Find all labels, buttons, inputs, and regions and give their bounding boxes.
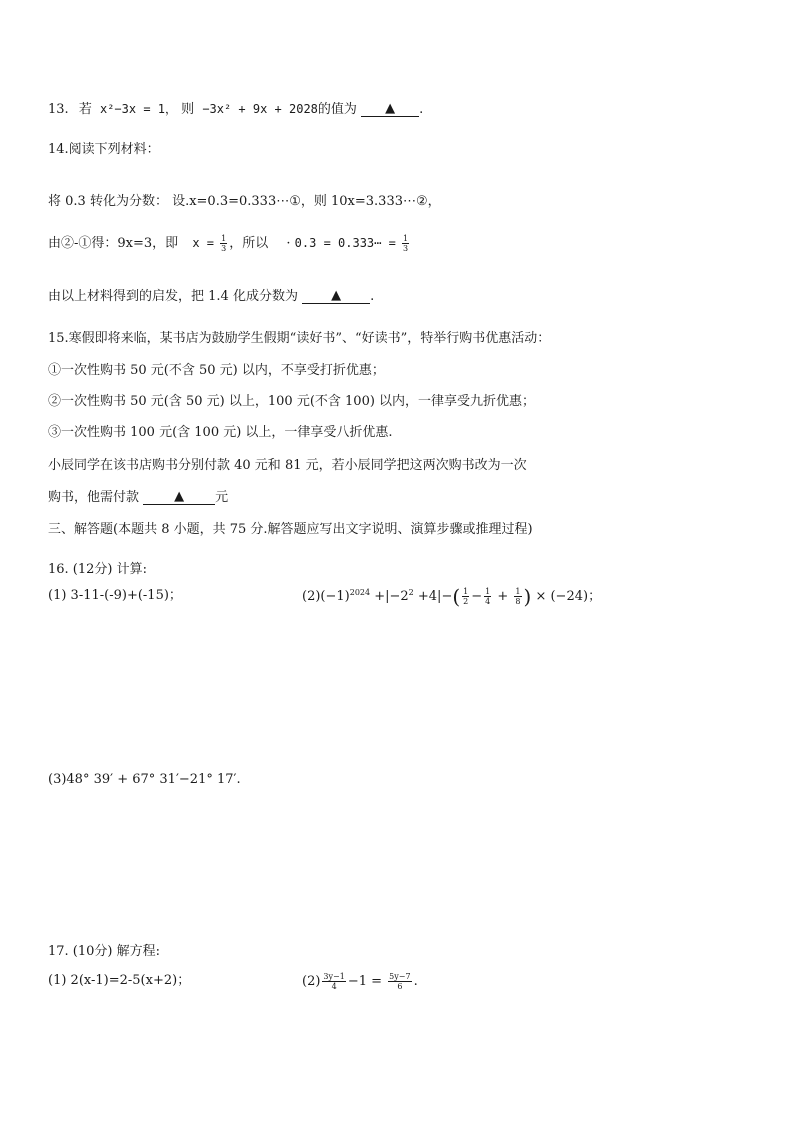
q17-p2-b: −1 =	[347, 974, 383, 989]
q17-part2	[302, 972, 418, 991]
q14-line2-x: x =	[192, 236, 214, 250]
q13-expr1: x²−3x = 1，	[99, 102, 178, 116]
q17-part1: (1) 2(x-1)=2-5(x+2)；	[48, 973, 191, 988]
frac-numerator: 1	[485, 587, 491, 596]
q16-part3: (3)48° 39′ + 67° 31′−21° 17′.	[48, 772, 241, 787]
q13-lead: 若	[78, 102, 92, 117]
section-3-heading: 三、解答题(本题共 8 小题，共 75 分.解答题应写出文字说明、演算步骤或推理过程)	[48, 522, 533, 537]
fraction-one-third-2	[402, 234, 409, 253]
triangle-icon: ▲	[385, 101, 396, 116]
q13-then: 则	[181, 102, 195, 117]
q16-p2-exp2: 2	[408, 588, 414, 597]
q15-answer-blank	[143, 489, 215, 505]
fraction-quarter	[484, 587, 491, 606]
q16-part2: $(2)(-1)^{2024} +|-2^2 +4|-$( $\frac{1}{2}$ − $\frac{1}{4}$ + $\frac{1}{8}$ ) × (−24)；	[302, 584, 602, 609]
q16-p2-a: (2)(−1)	[302, 589, 350, 604]
frac-numerator: 3y−1	[323, 972, 345, 981]
frac-denominator: 4	[331, 982, 337, 991]
q13-answer-blank	[361, 101, 419, 117]
q15-question-line2	[48, 489, 228, 507]
q15-q2-text-b: 元	[215, 490, 229, 505]
frac-numerator: 1	[402, 234, 409, 243]
frac-denominator: 3	[402, 244, 409, 253]
q15-rule2: ②一次性购书 50 元(含 50 元) 以上，100 元(不含 100) 以内，一律享受九折优惠；	[48, 394, 536, 409]
question-13	[48, 100, 423, 119]
q16-p2-b: +|−2	[370, 589, 409, 604]
frac-numerator: 1	[515, 587, 521, 596]
q17-p2-end: .	[413, 974, 418, 989]
frac-denominator: 8	[515, 597, 521, 606]
triangle-icon: ▲	[331, 288, 342, 303]
q13-end: .	[419, 102, 424, 117]
fraction-lhs	[322, 972, 345, 991]
q15-rule1: ①一次性购书 50 元(不含 50 元) 以内，不享受打折优惠；	[48, 363, 385, 378]
q14-line3-text: 由以上材料得到的启发，把 1.4 化成分数为	[48, 289, 298, 304]
frac-denominator: 4	[485, 597, 491, 606]
q15-rule3: ③一次性购书 100 元(含 100 元) 以上，一律享受八折优惠.	[48, 425, 393, 440]
q13-number: 13.	[48, 102, 69, 117]
q15-question-line1: 小辰同学在该书店购书分别付款 40 元和 81 元，若小辰同学把这两次购书改为一次	[48, 458, 527, 473]
q14-title: 14.阅读下列材料：	[48, 142, 160, 157]
q14-line2	[48, 234, 411, 253]
q14-line1: 将 0.3 转化为分数： 设.x=0.3=0.333⋯①，则 10x=3.333⋯②，	[48, 194, 441, 209]
frac-numerator: 1	[463, 587, 469, 596]
q14-line2-text-a: 由②-①得：9x=3，即	[48, 236, 179, 251]
q14-end: .	[370, 289, 375, 304]
q15-q2-text-a: 购书，他需付款	[48, 490, 140, 505]
q16-p2-tail: × (−24)；	[531, 589, 602, 604]
fraction-one-third	[220, 234, 227, 253]
frac-numerator: 5y−7	[389, 972, 411, 981]
fraction-eighth	[514, 587, 521, 606]
frac-numerator: 1	[221, 234, 227, 243]
triangle-icon: ▲	[174, 489, 185, 504]
q14-line2-text-b: ，所以	[229, 236, 269, 251]
left-paren: (	[452, 584, 461, 609]
q17-p2-a: (2)	[302, 974, 321, 989]
frac-denominator: 2	[463, 597, 469, 606]
q16-title: 16. (12分) 计算:	[48, 562, 148, 577]
q14-line2-text-c: 0.3 = 0.333⋯ =	[294, 236, 396, 250]
q17-title: 17. (10分) 解方程:	[48, 944, 161, 959]
q15-title: 15.寒假即将来临，某书店为鼓励学生假期“读好书”、“好读书”，特举行购书优惠活动：	[48, 331, 551, 346]
repeating-dot: ·	[286, 236, 291, 251]
q14-line3	[48, 288, 374, 306]
frac-denominator: 6	[397, 982, 403, 991]
q16-p2-exp: 2024	[349, 588, 371, 597]
q13-expr2: −3x² + 9x + 2028	[202, 102, 318, 116]
q16-p2-c: +4|−	[413, 589, 453, 604]
frac-denominator: 3	[221, 244, 227, 253]
q16-part1: (1) 3-11-(-9)+(-15)；	[48, 588, 182, 603]
q14-answer-blank	[302, 288, 370, 304]
fraction-rhs	[388, 972, 411, 991]
right-paren: )	[523, 584, 532, 609]
fraction-half	[462, 587, 469, 606]
q13-tail: 的值为	[317, 102, 357, 117]
